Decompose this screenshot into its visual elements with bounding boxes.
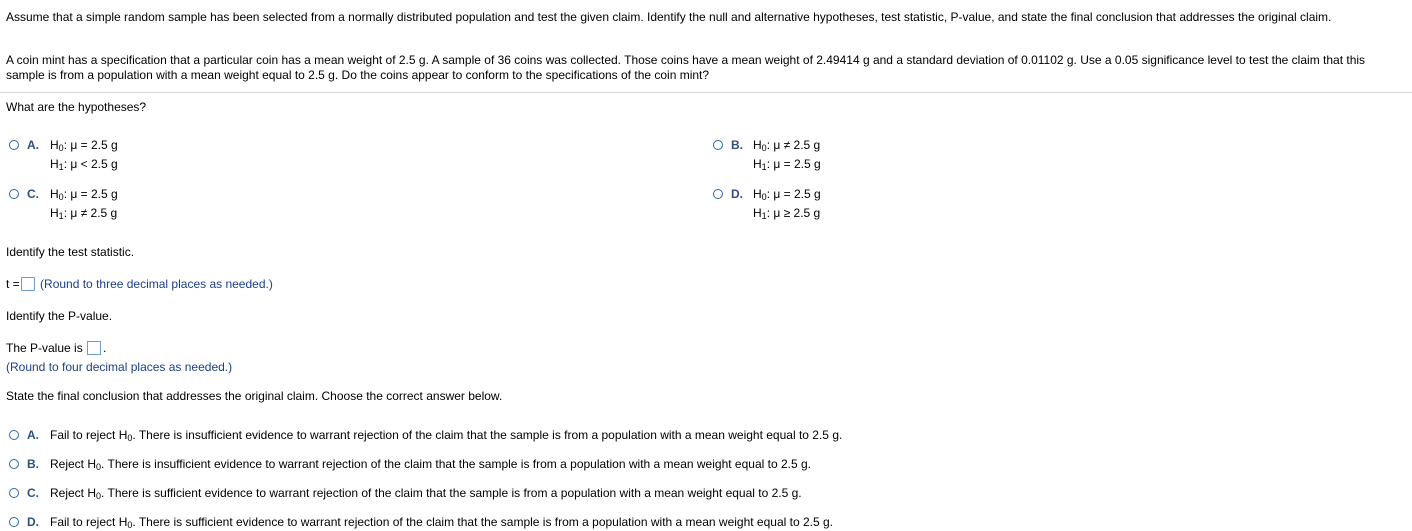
divider bbox=[0, 92, 1412, 93]
test-statistic-question: Identify the test statistic. bbox=[6, 245, 135, 259]
radio-button-b[interactable] bbox=[713, 140, 723, 150]
null-hypothesis: $H_0$: μ = 2.5 g bbox=[50, 138, 118, 153]
option-letter: C. bbox=[27, 187, 39, 201]
conclusion-text: Fail to reject $H_0$. There is insufficient evidence to warrant rejection of the claim that the sample is from a population with a mean weight equal to 2.5 g. bbox=[50, 428, 843, 443]
conclusion-text: Reject $H_0$. There is sufficient evidence to warrant rejection of the claim that the sample is from a population with a mean weight equal to 2.5 g. bbox=[50, 486, 802, 501]
null-hypothesis: $H_0$: μ = 2.5 g bbox=[50, 187, 118, 202]
alternative-hypothesis: $H_1$: μ < 2.5 g bbox=[50, 157, 118, 172]
option-letter: A. bbox=[27, 428, 39, 442]
hypotheses-question: What are the hypotheses? bbox=[6, 100, 147, 114]
option-letter: D. bbox=[27, 515, 39, 529]
option-letter: B. bbox=[731, 138, 743, 152]
radio-button-c[interactable] bbox=[9, 189, 19, 199]
pvalue-rounding-note: (Round to four decimal places as needed.) bbox=[6, 360, 233, 374]
option-letter: A. bbox=[27, 138, 39, 152]
null-hypothesis: $H_0$: μ ≠ 2.5 g bbox=[753, 138, 821, 153]
pvalue-period: . bbox=[103, 341, 107, 355]
alternative-hypothesis: $H_1$: μ ≠ 2.5 g bbox=[50, 206, 118, 221]
problem-text: A coin mint has a specification that a particular coin has a mean weight of 2.5 g. A sample of 36 coins was collected. Those coins have a mean weight of 2.49414 g and a standard deviation of 0.01102 g. Use a 0.05 significance level to test the claim that this sample is from a population with a mean weight equal to 2.5 g. Do the coins appear to conform to the specifications of the coin mint? bbox=[6, 53, 1366, 82]
pvalue-label: The P-value is bbox=[6, 341, 83, 355]
radio-button-a[interactable] bbox=[9, 430, 19, 440]
alternative-hypothesis: $H_1$: μ = 2.5 g bbox=[753, 157, 821, 172]
option-letter: B. bbox=[27, 457, 39, 471]
null-hypothesis: $H_0$: μ = 2.5 g bbox=[753, 187, 821, 202]
option-letter: D. bbox=[731, 187, 743, 201]
conclusion-text: Fail to reject $H_0$. There is sufficient evidence to warrant rejection of the claim that the sample is from a population with a mean weight equal to 2.5 g. bbox=[50, 515, 833, 530]
conclusion-question: State the final conclusion that addresses the original claim. Choose the correct answer below. bbox=[6, 389, 503, 403]
t-rounding-note: (Round to three decimal places as needed.) bbox=[40, 277, 273, 291]
radio-button-b[interactable] bbox=[9, 459, 19, 469]
pvalue-answer-input[interactable] bbox=[87, 341, 101, 355]
option-letter: C. bbox=[27, 486, 39, 500]
pvalue-question: Identify the P-value. bbox=[6, 309, 113, 323]
conclusion-text: Reject $H_0$. There is insufficient evidence to warrant rejection of the claim that the sample is from a population with a mean weight equal to 2.5 g. bbox=[50, 457, 811, 472]
radio-button-d[interactable] bbox=[713, 189, 723, 199]
pvalue-row bbox=[6, 341, 106, 355]
test-statistic-row bbox=[6, 277, 273, 291]
t-answer-input[interactable] bbox=[21, 277, 35, 291]
radio-button-d[interactable] bbox=[9, 517, 19, 527]
alternative-hypothesis: $H_1$: μ ≥ 2.5 g bbox=[753, 206, 821, 221]
radio-button-c[interactable] bbox=[9, 488, 19, 498]
radio-button-a[interactable] bbox=[9, 140, 19, 150]
t-label: t = bbox=[6, 277, 20, 291]
instructions-text: Assume that a simple random sample has been selected from a normally distributed population and test the given claim. Identify the null and alternative hypotheses, test statistic, P-value, and state the final conclusion that addresses the original claim. bbox=[6, 10, 1332, 24]
